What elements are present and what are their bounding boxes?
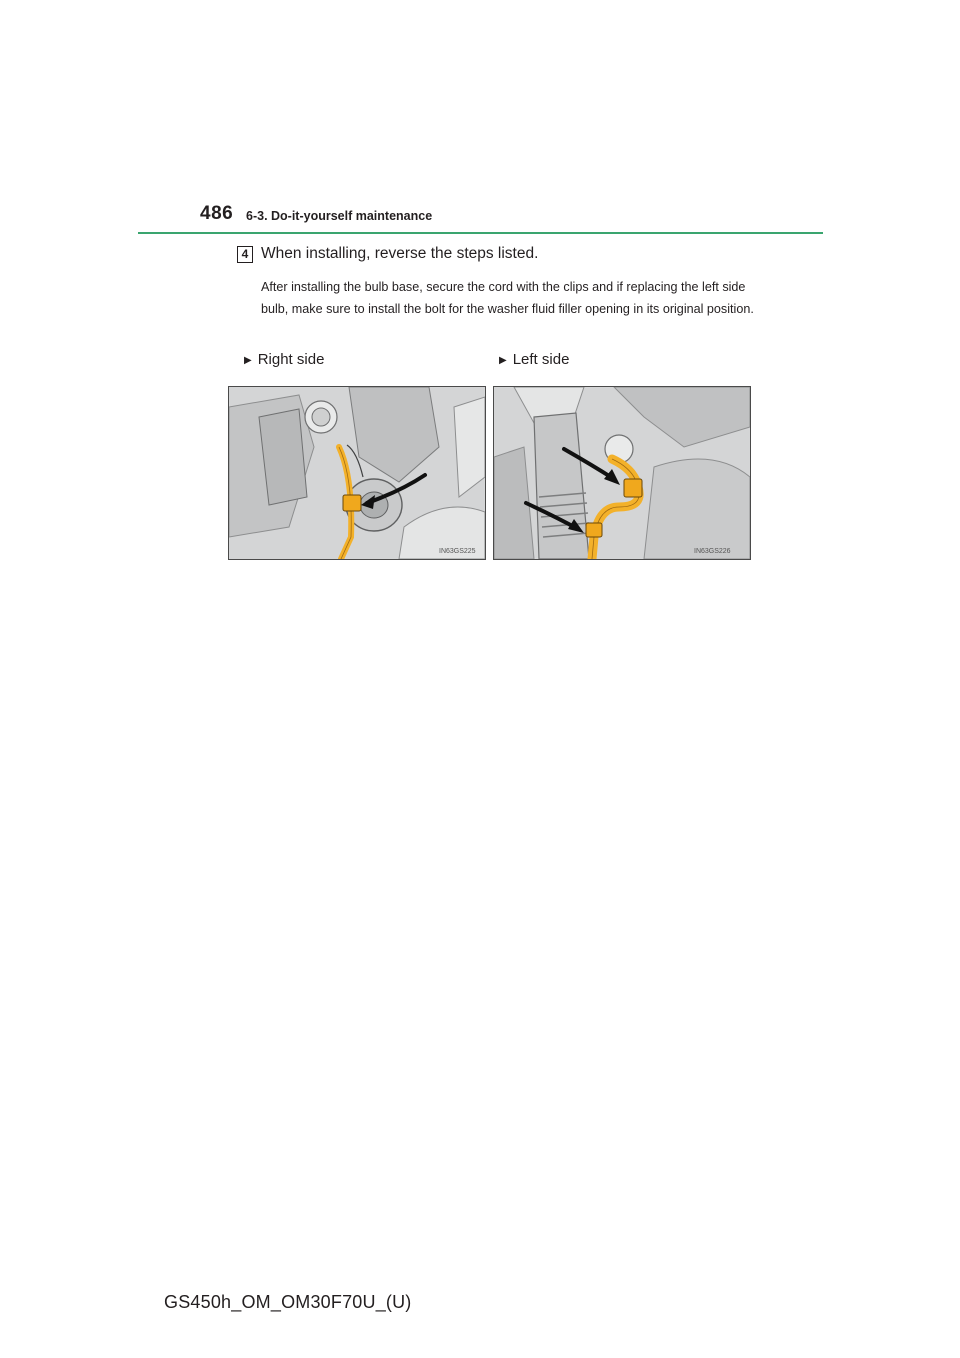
header-divider	[138, 232, 823, 234]
triangle-bullet-icon: ▶	[244, 355, 252, 366]
document-code: GS450h_OM_OM30F70U_(U)	[164, 1292, 412, 1312]
step-title: When installing, reverse the steps listed.	[261, 245, 539, 262]
caption-left-text: Left side	[512, 351, 570, 368]
page-header	[0, 0, 960, 240]
figure-left-side	[493, 386, 751, 560]
caption-right-side	[244, 351, 324, 368]
figure-code-left: IN63GS226	[694, 548, 731, 555]
page-number: 486	[200, 203, 234, 224]
section-title: 6-3. Do-it-yourself maintenance	[246, 209, 433, 223]
step-body: After installing the bulb base, secure the cord with the clips and if replacing the left side bulb, make sure to install the bolt for the washer fluid filler opening in its original position.	[261, 280, 754, 316]
figure-code-right: IN63GS225	[439, 548, 476, 555]
caption-left-side	[499, 351, 569, 368]
triangle-bullet-icon: ▶	[499, 355, 507, 366]
engine-bay-left-illustration	[494, 387, 750, 559]
figure-right-side	[228, 386, 486, 560]
caption-right-text: Right side	[257, 351, 325, 368]
engine-bay-right-illustration	[229, 387, 485, 559]
step-number-badge: 4	[237, 246, 253, 263]
